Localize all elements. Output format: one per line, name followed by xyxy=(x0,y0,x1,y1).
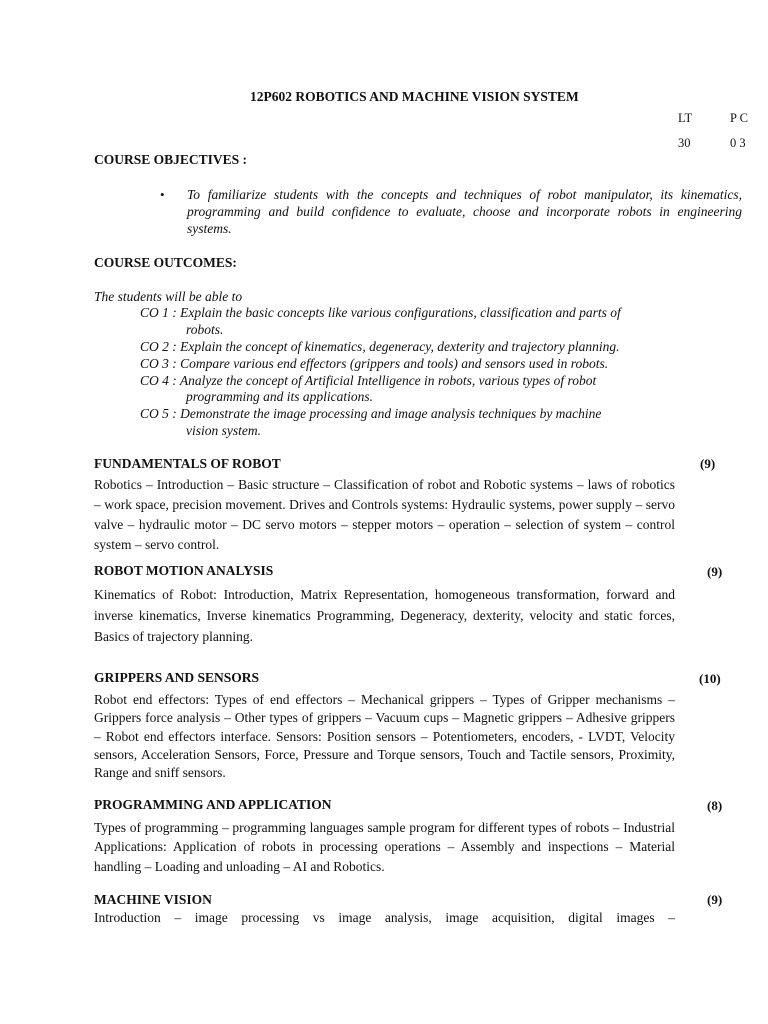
outcome-2: CO 2 : Explain the concept of kinematics, degeneracy, dexterity and trajectory planning. xyxy=(140,339,620,354)
unit-heading-machine-vision: MACHINE VISION xyxy=(94,892,212,907)
outcome-5-continuation: vision system. xyxy=(186,423,261,438)
ltpc-value-lt: 30 xyxy=(678,136,691,150)
outcome-1-continuation: robots. xyxy=(186,322,224,337)
unit-text-programming: Types of programming – programming languages sample program for different types of robots – Industrial Applications: Application of robots in processing operations – Assembly and inspections – Material handling – Loading and unloading – AI and Robotics. xyxy=(94,820,675,874)
ltpc-label-lt: LT xyxy=(678,111,693,125)
outcome-5: CO 5 : Demonstrate the image processing and image analysis techniques by machine xyxy=(140,406,602,421)
outcome-4: CO 4 : Analyze the concept of Artificial Intelligence in robots, various types of robot xyxy=(140,373,597,388)
unit-text-motion-analysis: Kinematics of Robot: Introduction, Matrix Representation, homogeneous transformation, forward and inverse kinematics, Inverse kinematics Programming, Degeneracy, dexterity, velocity and static forces, Basics of trajectory planning. xyxy=(94,587,675,644)
objectives-heading: COURSE OBJECTIVES : xyxy=(94,152,248,167)
unit-hours-fundamentals: (9) xyxy=(700,456,716,471)
unit-heading-grippers-sensors: GRIPPERS AND SENSORS xyxy=(94,670,260,685)
unit-hours-machine-vision: (9) xyxy=(707,892,723,907)
unit-text-machine-vision: Introduction – image processing vs image analysis, image acquisition, digital images – xyxy=(94,910,675,925)
unit-heading-motion-analysis: ROBOT MOTION ANALYSIS xyxy=(94,563,274,578)
unit-hours-programming: (8) xyxy=(707,798,723,813)
unit-text-fundamentals: Robotics – Introduction – Basic structure – Classification of robot and Robotic systems – laws of robotics – work space, precision movement. Drives and Controls systems: Hydraulic systems, power supply – servo valve – hydraulic motor – DC servo motors – stepper motors – operation – selection of system – control system – servo control. xyxy=(94,477,675,552)
ltpc-label-pc: P C xyxy=(730,111,748,125)
outcomes-heading: COURSE OUTCOMES: xyxy=(94,255,237,270)
course-title: 12P602 ROBOTICS AND MACHINE VISION SYSTEM xyxy=(250,89,579,104)
outcomes-intro: The students will be able to xyxy=(94,289,243,304)
unit-hours-motion-analysis: (9) xyxy=(707,564,723,579)
ltpc-value-pc: 0 3 xyxy=(730,136,746,150)
objectives-text: To familiarize students with the concepts and techniques of robot manipulator, its kinematics, programming and build confidence to evaluate, choose and incorporate robots in engineering systems. xyxy=(187,187,742,236)
outcome-3: CO 3 : Compare various end effectors (grippers and tools) and sensors used in robots. xyxy=(140,356,609,371)
unit-heading-programming: PROGRAMMING AND APPLICATION xyxy=(94,797,332,812)
bullet-icon: • xyxy=(160,187,165,202)
outcome-1: CO 1 : Explain the basic concepts like various configurations, classification and parts of xyxy=(140,305,621,320)
unit-heading-fundamentals: FUNDAMENTALS OF ROBOT xyxy=(94,456,281,471)
unit-hours-grippers-sensors: (10) xyxy=(699,671,721,686)
unit-text-grippers-sensors: Robot end effectors: Types of end effectors – Mechanical grippers – Types of Gripper mechanisms – Grippers force analysis – Other types of grippers – Vacuum cups – Magnetic grippers – Adhesive grippers – Robot end effectors interface. Sensors: Position sensors – Potentiometers, encoders, - LVDT, Velocity sensors, Acceleration Sensors, Force, Pressure and Torque sensors, Touch and Tactile sensors, Proximity, Range and sniff sensors. xyxy=(94,692,675,781)
outcome-4-continuation: programming and its applications. xyxy=(186,389,374,404)
